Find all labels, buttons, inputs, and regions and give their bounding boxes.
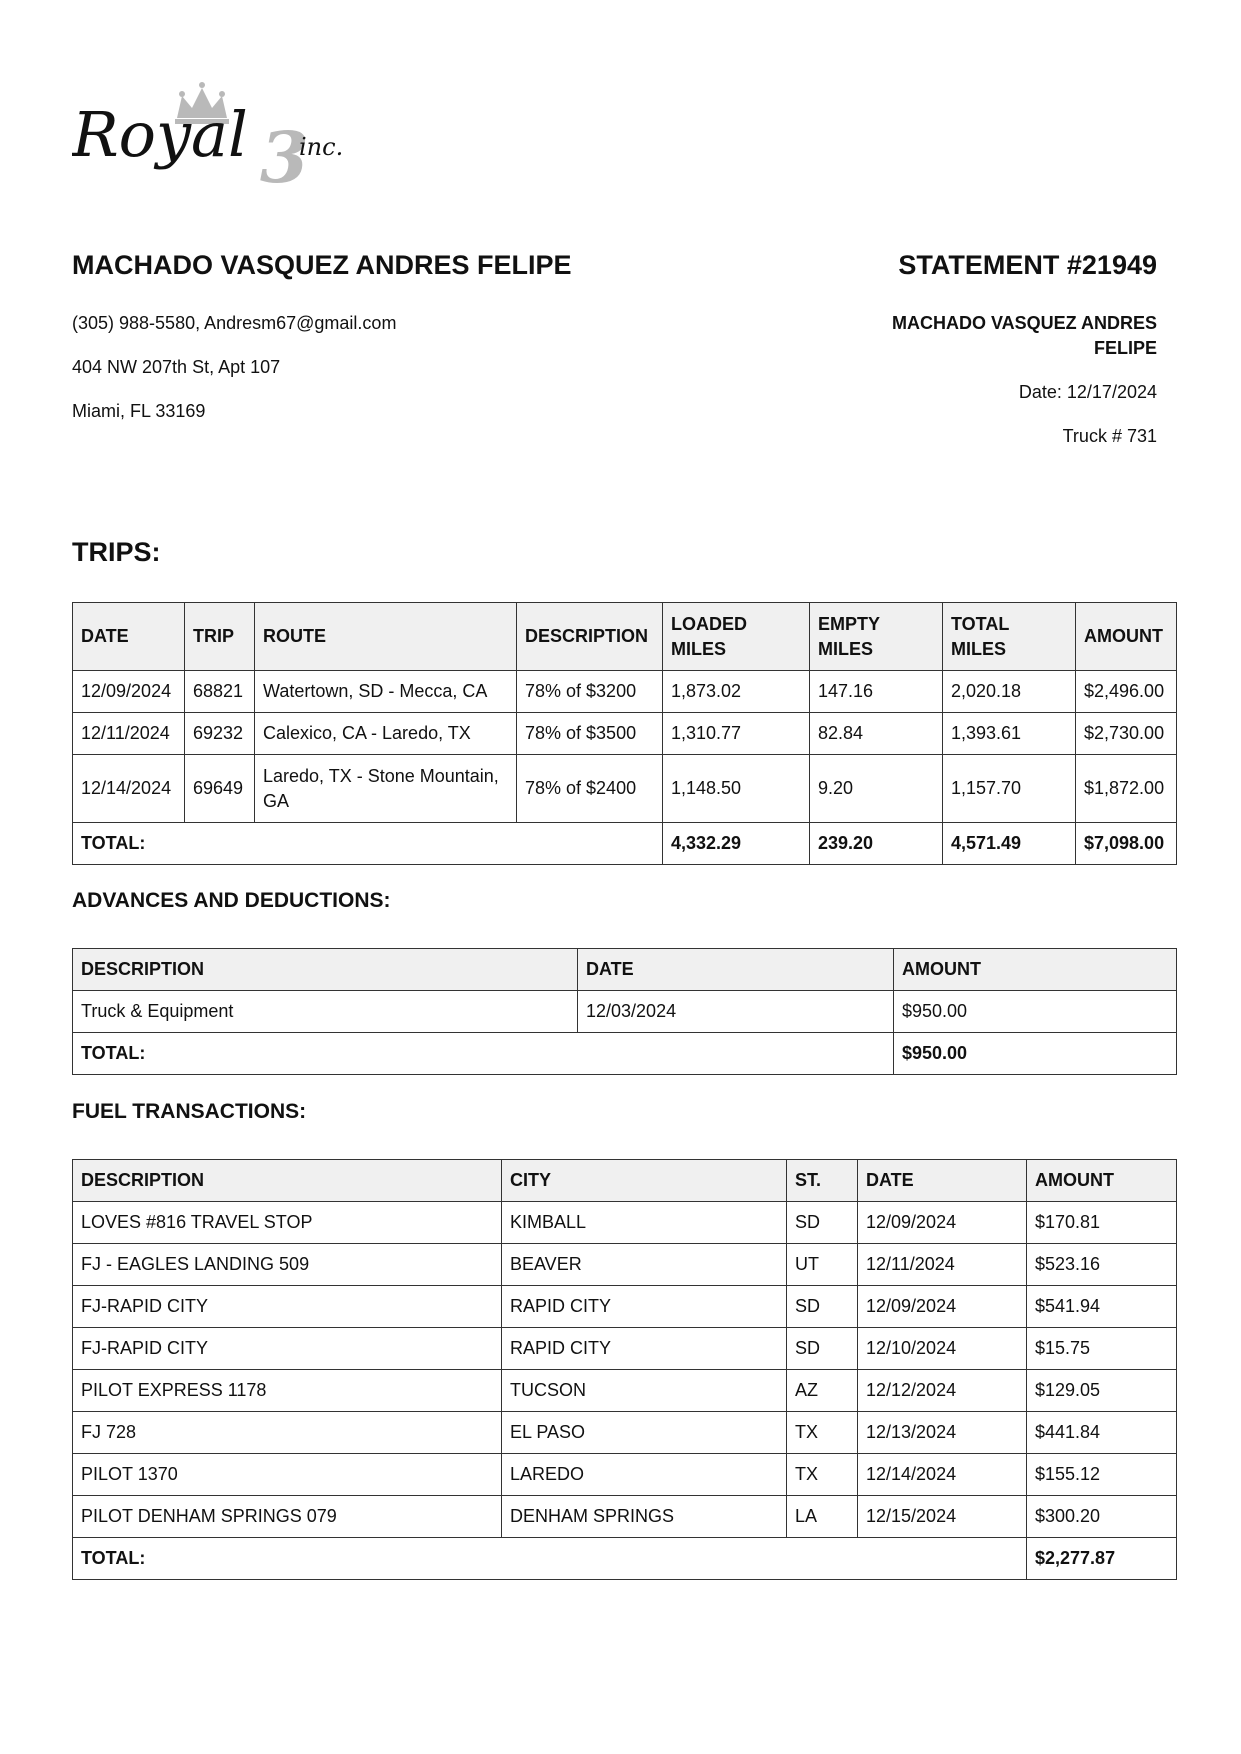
col-header: DESCRIPTION bbox=[73, 1160, 502, 1202]
cell: 12/14/2024 bbox=[858, 1454, 1027, 1496]
cell: 147.16 bbox=[810, 671, 943, 713]
cell: $15.75 bbox=[1027, 1328, 1177, 1370]
cell: $950.00 bbox=[894, 991, 1177, 1033]
total-amount: $7,098.00 bbox=[1076, 823, 1177, 865]
driver-address-line1: 404 NW 207th St, Apt 107 bbox=[72, 357, 281, 377]
cell: EL PASO bbox=[502, 1412, 787, 1454]
driver-contact: (305) 988-5580, Andresm67@gmail.com bbox=[72, 313, 397, 333]
table-row bbox=[73, 713, 1177, 755]
cell: 12/03/2024 bbox=[578, 991, 894, 1033]
driver-address-line2: Miami, FL 33169 bbox=[72, 401, 206, 421]
cell: PILOT EXPRESS 1178 bbox=[73, 1370, 502, 1412]
statement-name-line1: MACHADO VASQUEZ ANDRES bbox=[891, 313, 1157, 333]
cell: SD bbox=[787, 1328, 858, 1370]
table-row bbox=[73, 1244, 1177, 1286]
col-header: ROUTE bbox=[255, 603, 517, 671]
cell: KIMBALL bbox=[502, 1202, 787, 1244]
cell: 78% of $2400 bbox=[517, 755, 663, 823]
col-header: CITY bbox=[502, 1160, 787, 1202]
cell: UT bbox=[787, 1244, 858, 1286]
table-row bbox=[73, 1412, 1177, 1454]
cell: Calexico, CA - Laredo, TX bbox=[255, 713, 517, 755]
cell: RAPID CITY bbox=[502, 1286, 787, 1328]
cell: 69232 bbox=[185, 713, 255, 755]
table-row bbox=[73, 755, 1177, 823]
col-header: LOADED MILES bbox=[663, 603, 810, 671]
cell: 12/13/2024 bbox=[858, 1412, 1027, 1454]
fuel-heading: FUEL TRANSACTIONS: bbox=[72, 1100, 307, 1123]
cell: 78% of $3200 bbox=[517, 671, 663, 713]
cell: Truck & Equipment bbox=[73, 991, 578, 1033]
cell: FJ-RAPID CITY bbox=[73, 1286, 502, 1328]
total-amount: $2,277.87 bbox=[1027, 1538, 1177, 1580]
cell: PILOT DENHAM SPRINGS 079 bbox=[73, 1496, 502, 1538]
cell: SD bbox=[787, 1286, 858, 1328]
trips-total-row bbox=[73, 823, 1177, 865]
total-empty-miles: 239.20 bbox=[810, 823, 943, 865]
col-header: DATE bbox=[578, 949, 894, 991]
col-header: TRIP bbox=[185, 603, 255, 671]
advances-header-row bbox=[73, 949, 1177, 991]
col-header: AMOUNT bbox=[894, 949, 1177, 991]
cell: $155.12 bbox=[1027, 1454, 1177, 1496]
cell: $129.05 bbox=[1027, 1370, 1177, 1412]
table-row bbox=[73, 1370, 1177, 1412]
cell: 9.20 bbox=[810, 755, 943, 823]
cell: BEAVER bbox=[502, 1244, 787, 1286]
cell: 82.84 bbox=[810, 713, 943, 755]
table-row bbox=[73, 1454, 1177, 1496]
total-loaded-miles: 4,332.29 bbox=[663, 823, 810, 865]
cell: 12/14/2024 bbox=[73, 755, 185, 823]
trips-header-row bbox=[73, 603, 1177, 671]
total-label: TOTAL: bbox=[73, 1538, 1027, 1580]
cell: $2,496.00 bbox=[1076, 671, 1177, 713]
cell: $170.81 bbox=[1027, 1202, 1177, 1244]
cell: Watertown, SD - Mecca, CA bbox=[255, 671, 517, 713]
col-header: DESCRIPTION bbox=[517, 603, 663, 671]
cell: 12/15/2024 bbox=[858, 1496, 1027, 1538]
statement-title: STATEMENT #21949 bbox=[898, 250, 1157, 280]
table-row bbox=[73, 1496, 1177, 1538]
table-row bbox=[73, 1328, 1177, 1370]
advances-heading: ADVANCES AND DEDUCTIONS: bbox=[72, 889, 391, 912]
cell: SD bbox=[787, 1202, 858, 1244]
table-row bbox=[73, 991, 1177, 1033]
logo-suffix: inc. bbox=[299, 133, 344, 161]
fuel-header-row bbox=[73, 1160, 1177, 1202]
col-header: DATE bbox=[73, 603, 185, 671]
cell: RAPID CITY bbox=[502, 1328, 787, 1370]
logo-word: Royal bbox=[72, 98, 248, 171]
cell: 1,157.70 bbox=[943, 755, 1076, 823]
statement-name-line2: FELIPE bbox=[1093, 338, 1157, 358]
col-header: AMOUNT bbox=[1027, 1160, 1177, 1202]
total-miles: 4,571.49 bbox=[943, 823, 1076, 865]
cell: 1,148.50 bbox=[663, 755, 810, 823]
col-header: ST. bbox=[787, 1160, 858, 1202]
cell: 12/10/2024 bbox=[858, 1328, 1027, 1370]
cell: FJ-RAPID CITY bbox=[73, 1328, 502, 1370]
cell: 69649 bbox=[185, 755, 255, 823]
cell: 1,310.77 bbox=[663, 713, 810, 755]
cell: DENHAM SPRINGS bbox=[502, 1496, 787, 1538]
advances-total-row bbox=[73, 1033, 1177, 1075]
col-header: DESCRIPTION bbox=[73, 949, 578, 991]
cell: $1,872.00 bbox=[1076, 755, 1177, 823]
cell: TX bbox=[787, 1454, 858, 1496]
table-row bbox=[73, 1286, 1177, 1328]
cell: $300.20 bbox=[1027, 1496, 1177, 1538]
cell: 12/09/2024 bbox=[73, 671, 185, 713]
col-header: DATE bbox=[858, 1160, 1027, 1202]
cell: AZ bbox=[787, 1370, 858, 1412]
cell: $541.94 bbox=[1027, 1286, 1177, 1328]
total-amount: $950.00 bbox=[894, 1033, 1177, 1075]
cell: 12/11/2024 bbox=[73, 713, 185, 755]
cell: FJ - EAGLES LANDING 509 bbox=[73, 1244, 502, 1286]
cell: 1,873.02 bbox=[663, 671, 810, 713]
cell: LOVES #816 TRAVEL STOP bbox=[73, 1202, 502, 1244]
driver-name: MACHADO VASQUEZ ANDRES FELIPE bbox=[72, 250, 572, 280]
col-header: TOTAL MILES bbox=[943, 603, 1076, 671]
fuel-total-row bbox=[73, 1538, 1177, 1580]
total-label: TOTAL: bbox=[73, 1033, 894, 1075]
trips-heading: TRIPS: bbox=[72, 537, 161, 567]
cell: 68821 bbox=[185, 671, 255, 713]
table-row bbox=[73, 1202, 1177, 1244]
total-label: TOTAL: bbox=[73, 823, 663, 865]
cell: 78% of $3500 bbox=[517, 713, 663, 755]
cell: $523.16 bbox=[1027, 1244, 1177, 1286]
cell: FJ 728 bbox=[73, 1412, 502, 1454]
cell: 2,020.18 bbox=[943, 671, 1076, 713]
statement-date: Date: 12/17/2024 bbox=[1018, 382, 1157, 402]
cell: Laredo, TX - Stone Mountain, GA bbox=[255, 755, 517, 823]
advances-table bbox=[72, 948, 1177, 1075]
cell: $2,730.00 bbox=[1076, 713, 1177, 755]
cell: TX bbox=[787, 1412, 858, 1454]
cell: LA bbox=[787, 1496, 858, 1538]
truck-number: Truck # 731 bbox=[1062, 426, 1157, 446]
logo-numeral: 3 bbox=[260, 116, 309, 198]
cell: PILOT 1370 bbox=[73, 1454, 502, 1496]
cell: 12/09/2024 bbox=[858, 1286, 1027, 1328]
col-header: AMOUNT bbox=[1076, 603, 1177, 671]
col-header: EMPTY MILES bbox=[810, 603, 943, 671]
cell: TUCSON bbox=[502, 1370, 787, 1412]
fuel-table bbox=[72, 1159, 1177, 1580]
trips-table bbox=[72, 602, 1177, 865]
cell: LAREDO bbox=[502, 1454, 787, 1496]
cell: 1,393.61 bbox=[943, 713, 1076, 755]
cell: 12/11/2024 bbox=[858, 1244, 1027, 1286]
cell: $441.84 bbox=[1027, 1412, 1177, 1454]
company-logo bbox=[72, 78, 382, 198]
table-row bbox=[73, 671, 1177, 713]
cell: 12/09/2024 bbox=[858, 1202, 1027, 1244]
cell: 12/12/2024 bbox=[858, 1370, 1027, 1412]
